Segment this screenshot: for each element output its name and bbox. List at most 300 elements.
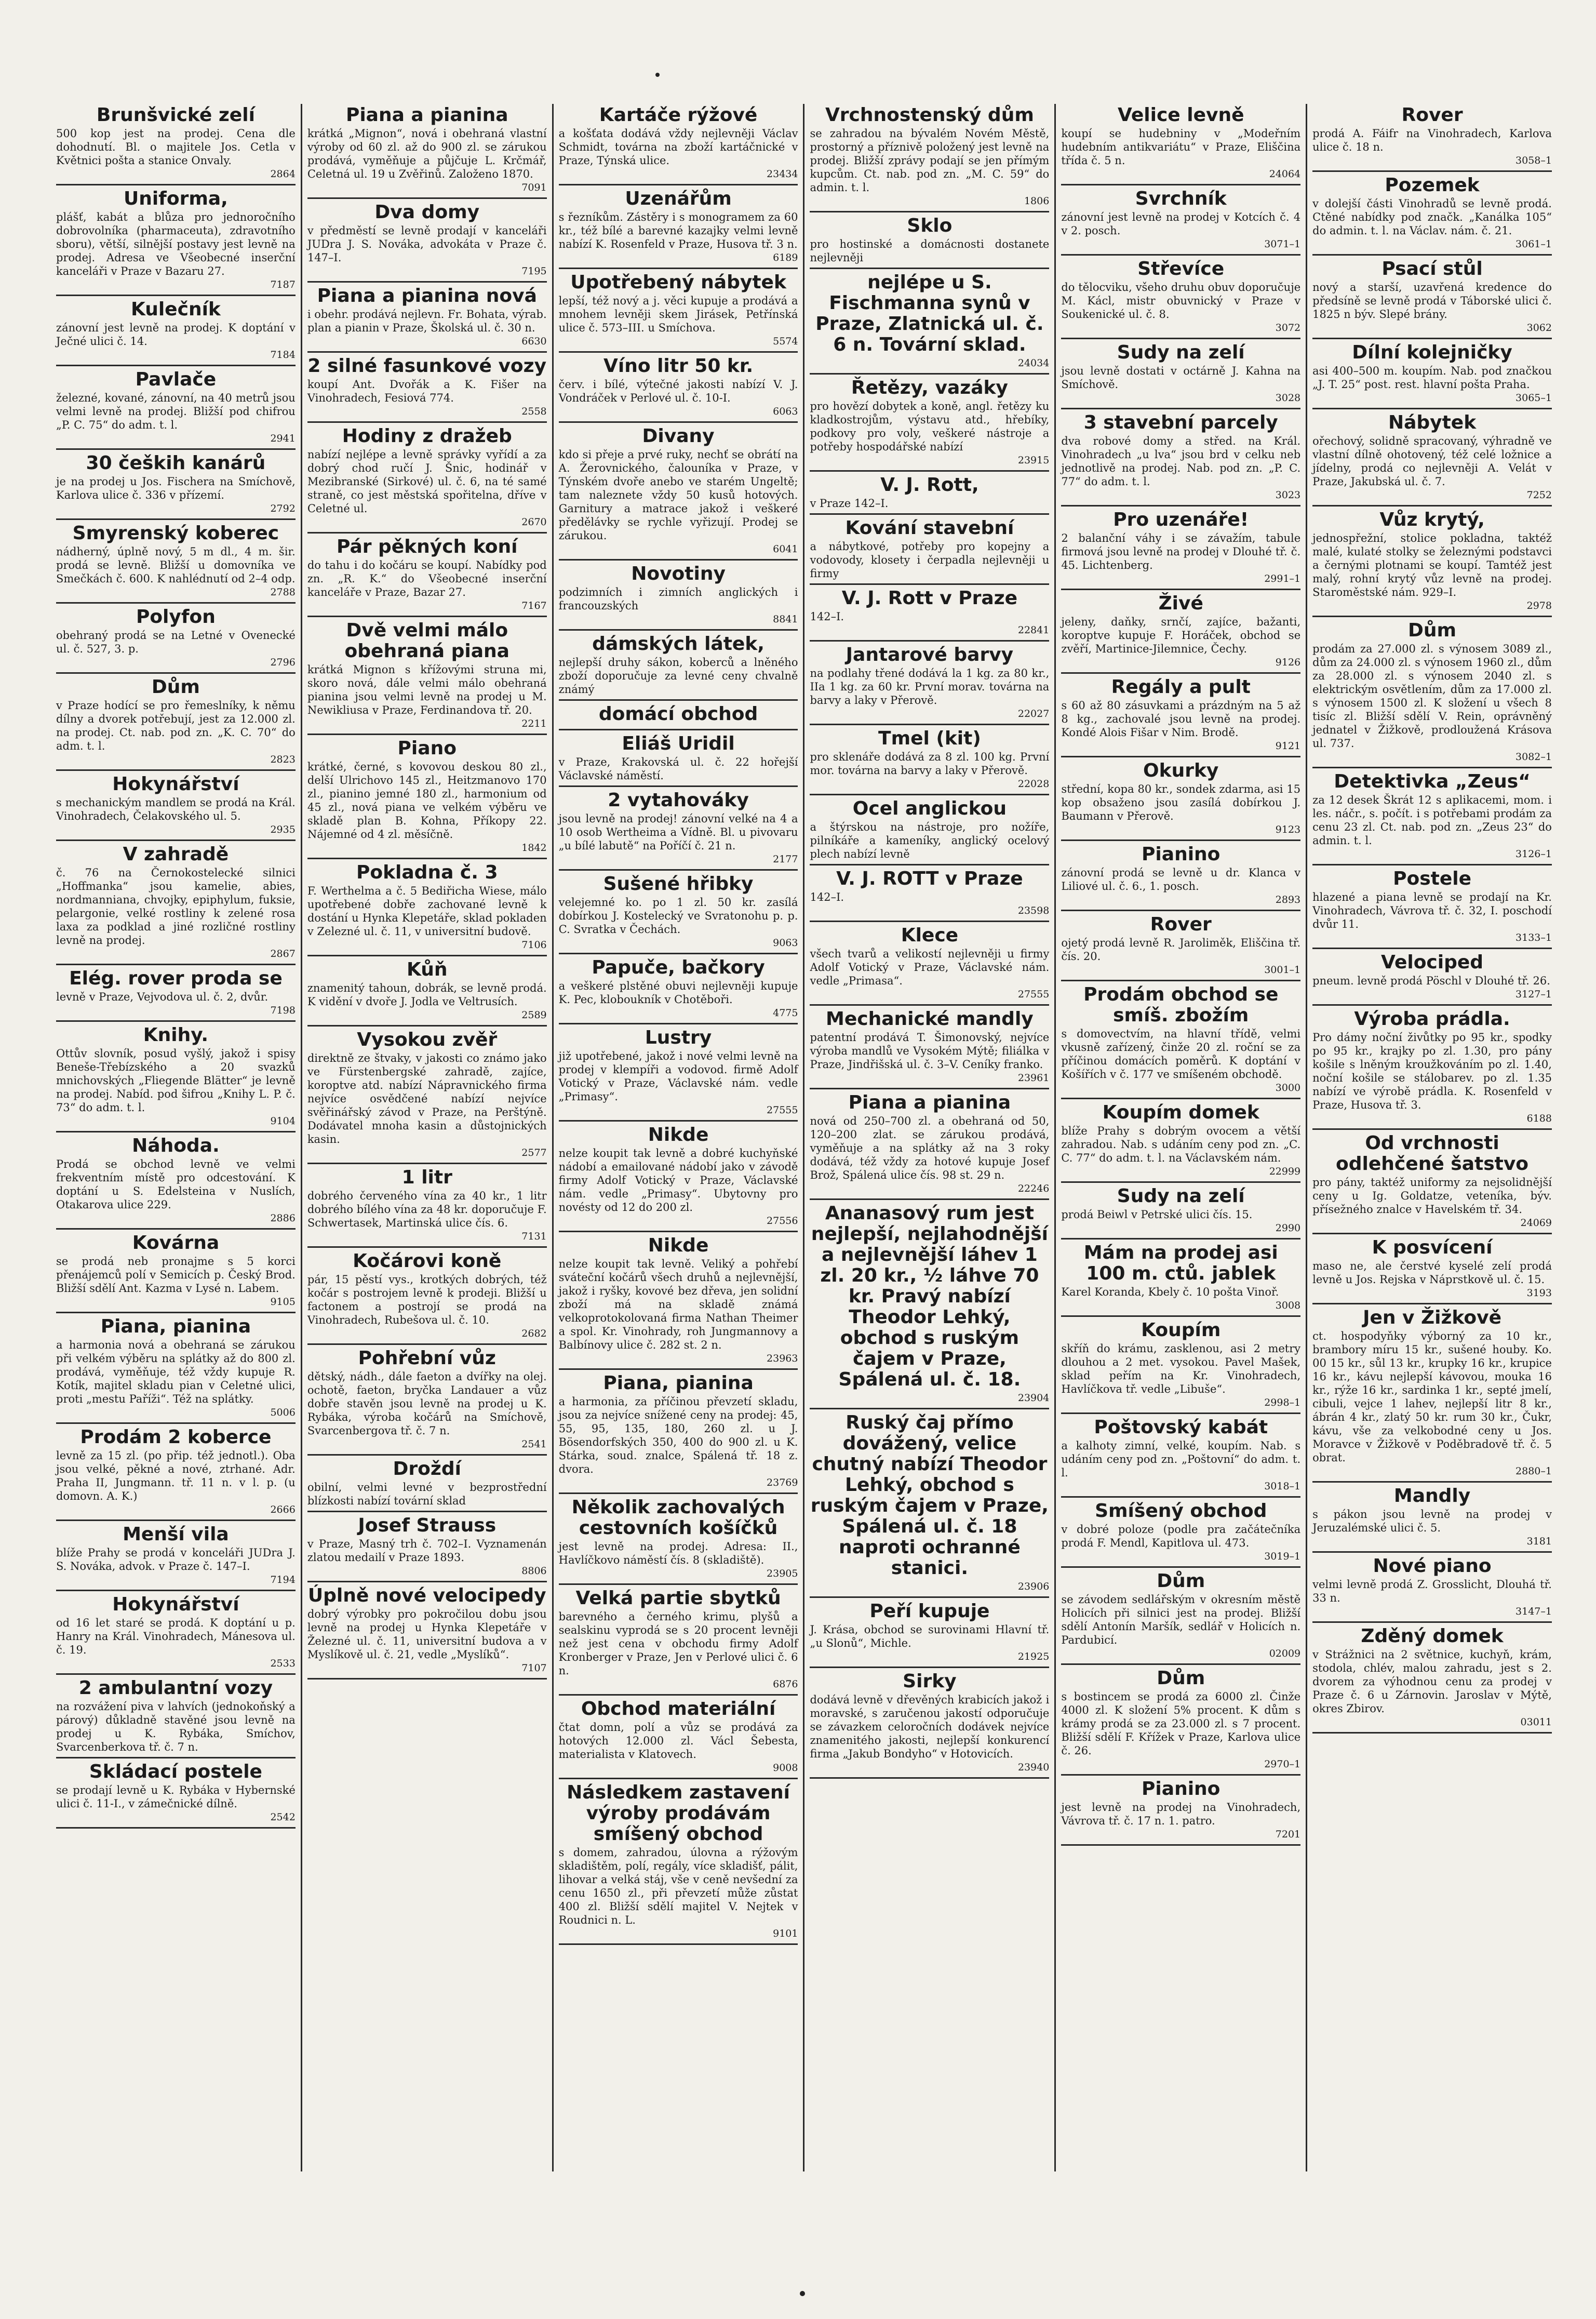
classified-ad [307, 105, 547, 199]
ad-body: J. Krása, obchod se surovinami Hlavní tř. „u Slonů“, Michle. [810, 1623, 1050, 1649]
ad-body: a košťata dodává vždy nejlevněji Václav Schmidt, továrna na zboží kartáčnické v Praze, Týnská ulice. [558, 127, 798, 167]
ad-number: 03011 [1520, 1716, 1552, 1728]
ad-heading: 30 čeških kanárů [86, 452, 266, 474]
print-dot [655, 73, 660, 77]
ad-heading: Postele [1393, 868, 1472, 889]
classified-ad [1061, 1501, 1300, 1568]
ad-heading: Hokynářství [112, 774, 239, 795]
ad-body: barevného a černého krimu, plyšů a sealskinu vyprodá se s 20 procent levněji než jest cena v obchodu firmy Adolf Kronberger v Praze, Jen v Perlové ulici č. 6 n. [558, 1610, 798, 1677]
classified-ad [307, 1348, 547, 1456]
column-4 [804, 104, 1056, 2171]
ad-number: 23940 [1017, 1762, 1050, 1773]
ad-body: dodává levně v dřevěných krabicích jakož i moravské, s zaručenou jakostí odporučuje se závazkem celoročních dodávek nejvíce znamenitého jakosti, nejlepší konkurencí firma „Jakub Bondyho“ v Hotovicích. [810, 1694, 1050, 1760]
ad-number: 2670 [521, 516, 547, 528]
ad-heading: Knihy. [143, 1024, 209, 1046]
classified-ad [810, 1601, 1049, 1668]
classified-ad [307, 1251, 547, 1345]
ad-heading: Jantarové barvy [846, 644, 1014, 665]
ad-body: Pro dámy noční živůtky po 95 kr., spodky po 95 kr., krajky po zl. 1.30, pro pány košile s lněným kroužkováním po zl. 1.40, noční košile se stálobarev. po zl. 1.35 nabízí ve výrobě prádla. K. Rosenfeld v Praze, Husova tř. 3. [1312, 1031, 1552, 1111]
classified-ad [810, 518, 1049, 585]
ad-number: 1806 [1024, 195, 1050, 207]
ad-body: koupí se hudebniny v „Modeřním hudebním antikvariátu“ v Praze, Eliščina třída č. 5 n. [1061, 127, 1301, 167]
ad-heading: Droždí [393, 1458, 461, 1480]
classified-ad [1061, 1417, 1300, 1498]
classified-ad [559, 105, 798, 185]
ad-body: podzimních i zimních anglických i francouzských [558, 586, 798, 612]
ad-heading: Kůň [406, 959, 448, 980]
classified-ad [1061, 510, 1300, 590]
classified-ad [1312, 1133, 1552, 1234]
ad-heading: Nové piano [1373, 1555, 1492, 1577]
classified-ad [307, 1030, 547, 1164]
ad-body: levně v Praze, Vejvodova ul. č. 2, dvůr. [56, 991, 269, 1003]
ad-body: dětský, nádh., dále faeton a dvířky na olej. ochotě, faeton, bryčka Landauer a vůz dobře stavěn jsou levně na prodej u K. Rybáka, výroba kočárů na Smíchově, Svarcenbergova tř. č. 7 n. [307, 1370, 547, 1437]
ad-body: plášť, kabát a blůza pro jednoročního dobrovolníka (pharmaceuta), zdravotního sboru), větší, silnější postavy jest levně na prodej. Adresa ve Všeobecné inserční kanceláři v Praze v Bazaru 27. [56, 211, 296, 277]
ad-heading: Peří kupuje [869, 1601, 990, 1622]
classified-ad [56, 1594, 296, 1675]
ad-number: 9105 [270, 1296, 296, 1308]
ad-number: 23905 [767, 1568, 798, 1579]
ad-heading: Následkem zastavení výroby prodávám smíšený obchod [567, 1782, 790, 1845]
classified-ad [559, 1588, 798, 1696]
ad-body: v dolejší části Vinohradů se levně prodá. Ctěné nabídky pod značk. „Kanálka 105“ do admin. t. l. na Václav. nám. č. 21. [1312, 197, 1552, 237]
ad-body: blíže Prahy se prodá v konceláři JUDra J. S. Nováka, advok. v Praze č. 147–I. [56, 1547, 296, 1572]
ad-heading: Polyfon [136, 606, 216, 628]
ad-heading: Živé [1158, 593, 1203, 614]
classified-ad [1061, 984, 1300, 1099]
ad-number: 2577 [521, 1147, 547, 1158]
ad-number: 2558 [521, 406, 547, 417]
ad-body: i obehr. prodává nejlevn. Fr. Bohata, výrab. plan a pianin v Praze, Školská ul. č. 30 n. [307, 308, 547, 334]
ad-heading: Divany [642, 425, 715, 447]
ad-number: 2796 [270, 657, 296, 668]
ad-heading: 1 litr [401, 1167, 452, 1188]
classified-ad [307, 620, 547, 735]
ad-heading: Mám na prodej asi 100 m. ctů. jablek [1083, 1242, 1278, 1284]
classified-ad [559, 634, 798, 701]
ad-heading: Střevíce [1137, 258, 1225, 279]
classified-ad [559, 790, 798, 871]
ad-heading: Regály a pult [1111, 676, 1251, 698]
ad-heading: Zděný domek [1361, 1625, 1504, 1647]
ad-heading: Rover [1150, 914, 1212, 935]
ad-body: jsou levně na prodej! zánovní velké na 4 a 10 osob Wertheima a Vídně. Bl. u pivovaru „u bílé labutě“ na Poříčí č. 21 n. [558, 812, 798, 852]
classified-ad [56, 1136, 296, 1230]
ad-body: s mechanickým mandlem se prodá na Král. Vinohradech, Čelakovského ul. 5. [56, 796, 296, 822]
classified-ad [810, 378, 1049, 472]
ad-body: pro hostinské a domácnosti dostanete nejlevněji [810, 238, 1050, 264]
ad-body: pár, 15 pěstí vys., krotkých dobrých, též kočár s postrojem levně k prodeji. Bližší u factonem a postrojí se prodá na Vinohradech, Rubešova ul. č. 10. [307, 1273, 547, 1326]
ad-heading: Kování stavební [845, 517, 1014, 539]
ad-heading: Skládací postele [89, 1761, 262, 1782]
classified-ad [56, 1427, 296, 1521]
ad-number: 2177 [773, 854, 798, 865]
ad-number: 3072 [1275, 322, 1301, 334]
ad-body: s domem, zahradou, úlovna a rýžovým skladištěm, polí, regály, více skladišť, pálit, lihovar a velká stáj, vše v ceně nevšední za cenu 1650 zl., při převzetí může zůstat 400 zl. Bližší sdělí majitel V. Nejtek v Roudnici n. L. [558, 1846, 798, 1926]
classified-ad [1061, 1668, 1300, 1776]
ad-number: 9123 [1275, 824, 1301, 835]
ad-body: velejemné ko. po 1 zl. 50 kr. zasílá dobírkou J. Kostelecký ve Svratonohu p. p. C. Svratka v Čechách. [558, 896, 798, 936]
classified-ad [1061, 105, 1300, 185]
classified-ad [56, 1316, 296, 1424]
ad-heading: Výroba prádla. [1354, 1008, 1510, 1030]
ad-number: 9121 [1275, 740, 1301, 752]
ad-body: v Praze, Krakovská ul. č. 22 hořejší Václavské náměstí. [558, 756, 798, 782]
ad-body: železné, kované, zánovní, na 40 metrů jsou velmi levně na prodej. Bližší pod chifrou „P. C. 75“ do adm. t. l. [56, 392, 296, 431]
ad-number: 7131 [521, 1231, 547, 1242]
ad-body: lepší, též nový a j. věci kupuje a prodává a mnohem levněji skem Jirásek, Petřínská ulice č. 573–III. u Smíchova. [558, 295, 798, 334]
column-6 [1307, 104, 1557, 2171]
ad-number: 23769 [767, 1477, 798, 1488]
classified-ad [810, 216, 1049, 269]
classified-ad [56, 1524, 296, 1591]
classified-ad [559, 957, 798, 1024]
ad-body: jeleny, daňky, srnčí, zajíce, bažanti, koroptve kupuje F. Horáček, obchod se zvěří, Martinice-Jilemnice, Čechy. [1061, 616, 1301, 655]
ad-body: dva robové domy a střed. na Král. Vinohradech „u lva“ jsou brd v celku neb jednotlivě na prodej. Nab. pod zn. „P. C. 77“ do adm. t. l. [1061, 435, 1301, 488]
classified-ad [1312, 952, 1552, 1006]
ad-heading: Uniforma, [123, 188, 228, 209]
classified-ad [1061, 1320, 1300, 1414]
ad-number: 02009 [1269, 1648, 1301, 1659]
ad-number: 3126–1 [1515, 848, 1552, 860]
ad-heading: Psací stůl [1382, 258, 1483, 279]
ad-number: 27555 [1017, 989, 1050, 1000]
classified-ad [559, 1373, 798, 1494]
column-2 [302, 104, 554, 2171]
ad-number: 7184 [270, 349, 296, 361]
ad-body: ojetý prodá levně R. Jaroliměk, Eliščina tř. čís. 20. [1061, 937, 1301, 963]
ad-heading: Novotiny [631, 563, 726, 584]
classified-ad [1061, 412, 1300, 507]
ad-number: 2990 [1275, 1222, 1301, 1234]
ad-body: pro sklenáře dodává za 8 zl. 100 kg. První mor. továrna na barvy a laky v Přerově. [810, 751, 1050, 777]
ad-heading: V. J. Rott v Praze [841, 588, 1018, 609]
ad-number: 2533 [270, 1658, 296, 1669]
ad-number: 2998–1 [1264, 1397, 1301, 1408]
ad-heading: 2 silné fasunkové vozy [307, 355, 547, 377]
classified-ad [810, 645, 1049, 725]
classified-ad [810, 1412, 1049, 1598]
ad-body: s pákon jsou levně na prodej v Jeruzalémské ulici č. 5. [1312, 1508, 1552, 1534]
ad-number: 3000 [1275, 1082, 1301, 1094]
classified-ad [307, 286, 547, 353]
ad-heading: Dílní kolejničky [1352, 342, 1512, 363]
ad-number: 2542 [270, 1811, 296, 1823]
ad-body: nový a starší, uzavřená kredence do předsíně se levně prodá v Táborské ulici č. 1825 n býv. Slepé brány. [1312, 281, 1552, 321]
ad-heading: Upotřebený nábytek [570, 272, 786, 293]
classified-ad [1312, 1626, 1552, 1734]
ad-heading: Od vrchnosti odlehčené šatstvo [1336, 1132, 1529, 1175]
ad-number: 4775 [773, 1007, 798, 1019]
ad-heading: Piana a pianina [848, 1092, 1011, 1113]
ad-number: 2867 [270, 948, 296, 959]
ad-number: 9101 [773, 1928, 798, 1939]
ad-number: 22027 [1017, 708, 1050, 719]
ad-number: 2682 [521, 1328, 547, 1339]
ad-number: 27556 [767, 1215, 798, 1227]
classified-ad [1061, 844, 1300, 911]
classified-ad [56, 105, 296, 185]
ad-number: 2211 [521, 718, 547, 729]
classified-ad [56, 844, 296, 965]
ad-number: 5574 [773, 336, 798, 347]
classified-ad [1312, 175, 1552, 256]
ad-number: 3001–1 [1264, 964, 1301, 976]
ad-body: se závodem sedlářským v okresním městě Holicích při silnici jest na prodej. Bližší sdělí Antonín Maršík, sedlář v Holicích n. Pardubicí. [1061, 1593, 1301, 1646]
ad-heading: Dům [1157, 1668, 1205, 1689]
ad-body: krátké, černé, s kovovou deskou 80 zl., delší Ulrichovo 145 zl., Heitzmanovo 170 zl., pianino jemné 180 zl., harmonium od 45 zl., nová piana ve velkém výběru ve skladě plan B. Kohna, Příkopy 22. Nájemné od 4 zl. měsíčně. [307, 761, 547, 841]
ad-body: velmi levně prodá Z. Grosslicht, Dlouhá tř. 33 n. [1312, 1578, 1552, 1604]
ad-heading: Mandly [1393, 1485, 1471, 1507]
ad-heading: dámských látek, [592, 633, 765, 655]
classified-ad [1061, 1186, 1300, 1240]
ad-number: 3147–1 [1515, 1606, 1552, 1617]
classified-ad [1061, 914, 1300, 981]
ad-heading: Hokynářství [112, 1594, 239, 1615]
classified-ad [1312, 510, 1552, 617]
ad-number: 3008 [1275, 1300, 1301, 1311]
ad-body: jednospřežní, stolice pokladna, taktéž malé, kulaté stolky se železnými podstavci a černými plotnami se koupí. Tamtéž jest malý, rohní krytý vůz levně na prodej. Staroměstské nám. 929–I. [1312, 532, 1552, 598]
classified-ad [559, 1782, 798, 1945]
ad-heading: Ruský čaj přímo dovážený, velice chutný nabízí Theodor Lehký, obchod s ruským čajem v Praze, Spálená ul. č. 18 naproti ochranné stanici. [810, 1412, 1049, 1579]
ad-heading: Jen v Žižkově [1363, 1307, 1502, 1328]
ad-number: 23961 [1017, 1072, 1050, 1084]
ad-heading: Nábytek [1388, 412, 1477, 433]
ad-number: 3023 [1275, 489, 1301, 501]
ad-number: 22246 [1017, 1183, 1050, 1194]
ad-number: 2823 [270, 754, 296, 765]
ad-number: 6041 [773, 543, 798, 555]
classified-ad [56, 677, 296, 771]
classified-ad [56, 299, 296, 366]
ad-body: nabízí nejlépe a levně správky vyřídí a za dobrý chod ručí J. Šnic, hodinář v Mezibranské (Sirkové) ul. č. 6, na té samé straně, co jest městská spořitelna, dříve v Celetné ul. [307, 448, 547, 515]
ad-heading: Sirky [903, 1671, 957, 1692]
classified-ad [810, 728, 1049, 795]
classified-ad [810, 1009, 1049, 1089]
ad-number: 3193 [1526, 1287, 1552, 1299]
ad-number: 23906 [1017, 1581, 1050, 1592]
ad-body: 2 balanční váhy i se závažím, tabule firmová jsou levně na prodej v Dlouhé tř. č. 45. Lichtenberg. [1061, 532, 1301, 571]
classified-ad [1061, 677, 1300, 757]
ad-heading: Náhoda. [132, 1135, 220, 1156]
ad-number: 2788 [270, 587, 296, 598]
ad-number: 7252 [1526, 489, 1552, 501]
classified-ad [1312, 259, 1552, 339]
ad-body: skříň do krámu, zasklenou, asi 2 metry dlouhou a 2 met. vysokou. Pavel Mašek, sklad peřím na Kr. Vinohradech, Havlíčkova tř. vedle „Libuše“. [1061, 1342, 1301, 1395]
ad-number: 2886 [270, 1212, 296, 1224]
ad-heading: Pár pěkných koní [337, 536, 518, 557]
ad-body: střední, kopa 80 kr., sondek zdarma, asi 15 kop obsaženo jsou zasílá dobírkou J. Baumann v Přerově. [1061, 783, 1301, 822]
ad-heading: Pavlače [135, 369, 217, 390]
ad-number: 3133–1 [1515, 932, 1552, 943]
ad-number: 9008 [773, 1762, 798, 1774]
ad-heading: Piana, pianina [603, 1372, 754, 1394]
classified-ad [1061, 259, 1300, 339]
classified-ad [810, 1092, 1049, 1200]
ad-body: do tělocviku, všeho druhu obuv doporučuje M. Kácl, mistr obuvnický v Praze v Soukenické ul. č. 8. [1061, 281, 1301, 321]
ad-number: 3181 [1526, 1536, 1552, 1547]
ad-body: koupí Ant. Dvořák a K. Fišer na Vinohradech, Fesiová 774. [307, 378, 547, 404]
ad-body: nejlepší druhy sákon, koberců a lněného zboží doporučuje za levné ceny chvalně známý [558, 656, 798, 696]
ad-body: s 60 až 80 zásuvkami a prázdným na 5 až 8 kg., zachovalé jsou levně na prodej. Kondé Alois Fišar v Nim. Brodě. [1061, 699, 1301, 739]
ad-number: 2970–1 [1264, 1758, 1301, 1770]
ad-body: dobrý výrobky pro pokročilou dobu jsou levně na prodej u Hynka Klepetáře v Železné ul. č. 11, universitní budova a v Myslíkově ul. č. 21, vedle „Myslíků“. [307, 1608, 547, 1661]
ad-body: znamenitý tahoun, dobrák, se levně prodá. K vidění v dvoře J. Jodla ve Veltrusích. [307, 982, 547, 1008]
ad-number: 24069 [1520, 1217, 1552, 1229]
ad-heading: Pianino [1142, 844, 1221, 865]
ad-body: do tahu i do kočáru se koupí. Nabídky pod zn. „R. K.“ do Všeobecné inserční kanceláře v Praze, Bazar 27. [307, 559, 547, 598]
ad-body: nelze koupit tak levně. Veliký a pohřebí sváteční kočárů všech druhů a nejlevnější, jakož i ryšky, kovové bez dřeva, jen solidní zboží má na skladě známá velkoprotokolovaná firma Nathan Theimer a spol. Kr. Vinohrady, roh Jungmannovy a Balbínovy ulice č. 282 st. 2 n. [558, 1258, 798, 1351]
classified-ad [559, 1125, 798, 1232]
ad-heading: Mechanické mandly [826, 1008, 1034, 1030]
ad-number: 7194 [270, 1574, 296, 1585]
ad-heading: Sudy na zelí [1117, 1185, 1245, 1207]
ad-heading: domácí obchod [598, 703, 758, 725]
ad-heading: K posvícení [1372, 1237, 1493, 1258]
ad-heading: Kočárovi koně [353, 1250, 502, 1272]
classified-ad [559, 1028, 798, 1122]
classified-ad [559, 1235, 798, 1370]
ad-body: a veškeré plstěné obuvi nejlevněji kupuje K. Pec, kloboukník v Chotěboři. [558, 980, 798, 1006]
ad-body: jest levně na prodej na Vinohradech, Vávrova tř. č. 17 n. 1. patro. [1061, 1801, 1301, 1827]
classified-ad [56, 1762, 296, 1829]
ad-number: 23963 [767, 1353, 798, 1364]
ad-heading: Velociped [1381, 952, 1484, 973]
ad-body: v dobré poloze (podle pra začátečníka prodá F. Mendl, Kapitlova ul. 473. [1061, 1523, 1301, 1549]
ad-number: 6630 [521, 336, 547, 347]
classified-ad [307, 202, 547, 283]
ad-number: 22999 [1269, 1166, 1301, 1177]
ad-body: Prodá se obchod levně ve velmi frekventním místě pro odcestování. K doptání u S. Edelsteina v Nuslích, Otakarova ulice 229. [56, 1158, 296, 1211]
ad-number: 5006 [270, 1407, 296, 1418]
classified-ad [559, 564, 798, 631]
ad-number: 7107 [521, 1662, 547, 1674]
ad-number: 27555 [767, 1104, 798, 1116]
classified-ad [810, 869, 1049, 922]
ad-body: 500 kop jest na prodej. Cena dle dohodnutí. Bl. o majitele Jos. Cetla v Květnici pošta a stanice Onvaly. [56, 127, 296, 167]
ad-body: pro hovězí dobytek a koně, angl. řetězy ku kladkostrojům, výstavu atd., hřebíky, podkovy pro voly, veškeré nástroje a potřeby hospodářské nabízí [810, 400, 1050, 453]
ad-heading: Několik zachovalých cestovních košíčků [571, 1497, 785, 1539]
ad-body: hlazené a piana levně se prodají na Kr. Vinohradech, Vávrova tř. č. 32, I. poschodí dvůr 11. [1312, 891, 1552, 930]
ad-heading: Menší vila [123, 1524, 229, 1545]
ad-body: zánovní jest levně na prodej v Kotcích č. 4 v 2. posch. [1061, 211, 1301, 237]
classified-ad [1312, 105, 1552, 172]
classified-ad [1312, 412, 1552, 507]
ad-heading: V. J. Rott, [880, 474, 979, 496]
ad-heading: Lustry [645, 1027, 712, 1048]
ad-heading: Nikde [648, 1124, 709, 1145]
ad-heading: Piana, pianina [100, 1316, 251, 1337]
ad-body: levně za 15 zl. (po přip. též jednotl.). Oba jsou velké, pěkné a nové, ztrhané. Adr. Praha II, Jungmann. tř. 11 n. v l. p. (u domovn. A. K.) [56, 1449, 296, 1502]
ad-number: 23915 [1017, 455, 1050, 466]
classified-ad [1312, 1486, 1552, 1553]
ad-body: krátká Mignon s křížovými struna mi, skoro nová, dále velmi málo obehraná pianina jsou velmi levně na prodej u M. Newikliusa v Praze, Ferdinandova tř. 20. [307, 663, 547, 716]
classified-ad [810, 798, 1049, 865]
ad-heading: Prodám 2 koberce [80, 1427, 272, 1448]
classified-ad [307, 1459, 547, 1512]
ad-heading: Eliáš Uridil [622, 733, 735, 754]
ad-body: a harmonia, za příčinou převzetí skladu, jsou za nejvíce snížené ceny na prodej: 45, 55, 95, 135, 180, 260 zl. u J. Bösendorfských 350, 400 do 900 zl. u K. Stárka, soud. znalce, Spálená tř. 18 z. dvora. [558, 1395, 798, 1475]
classified-ad [1061, 1243, 1300, 1317]
ad-body: v Praze hodící se pro řemeslníky, k němu dílny a dvorek potřebují, jest za 12.000 zl. na prodej. Ct. nab. pod zn. „K. C. 70“ do adm. t. l. [56, 699, 296, 752]
ad-body: a štýrskou na nástroje, pro nožíře, pilníkáře a kameníky, anglický ocelový plech nabízí levně [810, 821, 1050, 860]
ad-heading: Smíšený obchod [1095, 1500, 1267, 1522]
ad-number: 7195 [521, 265, 547, 277]
ad-heading: Josef Strauss [358, 1515, 497, 1536]
ad-body: na rozvážení piva v lahvích (jednokoňský a párový) důkladně stavěné jsou levně na prodej u K. Rybáka, Smíchov, Svarcenberkova tř. č. 7 n. [56, 1700, 296, 1753]
ad-body: se zahradou na bývalém Novém Městě, prostorný a příznivě položený jest levně na prodej. Bližší zprávy podají se jen přímým kupcům. Ct. nab. pod zn. „M. C. 59“ do admin. t. l. [810, 127, 1050, 194]
classified-ad [307, 738, 547, 859]
ad-body: od 16 let staré se prodá. K doptání u p. Hanry na Král. Vinohradech, Mánesova ul. č. 19. [56, 1617, 296, 1656]
ad-heading: Dům [1157, 1570, 1205, 1592]
ad-body: zánovní prodá se levně u dr. Klanca v Liliové ul. č. 6., 1. posch. [1061, 867, 1301, 892]
ad-heading: Dům [1408, 620, 1457, 641]
ad-body: Ottův slovník, posud vyšlý, jakož i spisy Beneše-Třebízského a 20 svazků mnichovských „Fliegende Blätter“ je levně na prodej. Nabíd. pod šifrou „Knihy L. P. č. 73“ do adm. t. l. [56, 1047, 296, 1114]
ad-heading: Elég. rover proda se [69, 968, 283, 989]
ad-heading: Ocel anglickou [852, 798, 1007, 819]
ad-body: již upotřebené, jakož i nové velmi levně na prodej v klempíři a vodovod. firmě Adolf Votický v Praze, Václavské nám. vedle „Primasy“. [558, 1050, 798, 1103]
ad-number: 7187 [270, 279, 296, 290]
ad-body: č. 76 na Černokostelecké silnici „Hoffmanka“ jsou kamelie, abies, nordmanniana, chvojky, epiphylum, fuksie, pelargonie, velké rostliny k zelené rosa laxa za podklad a jiné rozličné rostliny levně na prodej. [56, 867, 296, 947]
ad-body: zánovní jest levně na prodej. K doptání v Ječné ulici č. 14. [56, 322, 296, 348]
ad-number: 2991–1 [1264, 573, 1301, 584]
classified-ad [1061, 1571, 1300, 1665]
ad-body: je na prodej u Jos. Fischera na Smíchově, Karlova ulice č. 336 v přízemí. [56, 475, 296, 501]
column-1 [51, 104, 302, 2171]
classified-ad [56, 189, 296, 296]
ad-body: direktně ze štvaky, v jakosti co známo jako ve Fürstenbergské zahradě, zajíce, koroptve atd. nabízí Nápravnického firma nejvíce osvědčené nabízí nejvíce svěřinářský závod v Praze, na Perštýně. Dodávatel mnoha kasin a důstojnických kasin. [307, 1052, 547, 1145]
ad-heading: Tmel (kit) [878, 728, 981, 749]
classified-ad [56, 1678, 296, 1758]
classified-ad [559, 272, 798, 353]
ad-heading: Koupím domek [1102, 1102, 1259, 1123]
ad-body: v Praze 142–I. [810, 497, 889, 510]
ad-number: 6063 [773, 406, 798, 417]
ad-body: ct. hospodyňky výborný za 10 kr., brambory míru 15 kr., sušené houby. Ko. 00 15 kr., sůl 13 kr., krupky 16 kr., krupice 16 kr., kávu nejlepší kávovou, mouka 16 kr., rýže 16 kr., sardinka 1 kr., septé jmelí, cibuli, vejce 1 lahev, nejlepší litr 8 kr., ábrán 4 kr., zlatý 50 kr. rum 30 kr., Čukr, kávu, vše za velkobodné ceny u Jos. Moravce v Žižkově v Poděbradově tř. č. 5 obrat. [1312, 1330, 1552, 1464]
classified-ad [1312, 771, 1552, 865]
ad-number: 1842 [521, 842, 547, 854]
ad-body: maso ne, ale čerstvé kyselé zelí prodá levně u Jos. Rejska v Náprstkově ul. č. 15. [1312, 1260, 1552, 1286]
ad-heading: Víno litr 50 kr. [603, 355, 754, 377]
ad-number: 3058–1 [1515, 155, 1552, 166]
ad-body: nelze koupit tak levně a dobré kuchyňské nádobí a emailované nádobí jako v závodě firmy Adolf Votický v Praze, Václavské nám. vedle „Primasy“. Ubytovny pro novésty od 12 do 200 zl. [558, 1147, 798, 1214]
column-3 [554, 104, 805, 2171]
ad-heading: Svrchník [1135, 188, 1227, 209]
ad-number: 3127–1 [1515, 989, 1552, 1000]
ad-heading: Kartáče rýžové [599, 104, 758, 126]
classified-ad [559, 1497, 798, 1585]
ad-body: všech tvarů a velikostí nejlevněji u firmy Adolf Votický v Praze, Václavské nám. vedle „Primasa“. [810, 948, 1050, 987]
classified-ad [810, 925, 1049, 1006]
ad-heading: V. J. ROTT v Praze [836, 868, 1023, 889]
ad-number: 3018–1 [1264, 1481, 1301, 1492]
ad-body: jsou levně dostati v octárně J. Kahna na Smíchově. [1061, 365, 1301, 391]
ad-heading: Piana a pianina [345, 104, 508, 126]
classified-ad [1312, 1556, 1552, 1623]
classified-ad [307, 537, 547, 617]
classified-ad [810, 588, 1049, 642]
ad-body: za 12 desek Škrát 12 s aplikacemi, mom. i les. náčr., s. počít. i s potřebami prodám za cenu 23 zl. Ct. nab. pod zn. „Zeus 23“ do admin. t. l. [1312, 794, 1552, 847]
ad-number: 6188 [1526, 1113, 1552, 1124]
ad-body: ořechový, solidně spracovaný, výhradně ve vlastní dílně ohotovený, též celé ložnice a jídelny, prodá co nejlevněji A. Velát v Praze, Jakubská ul. č. 7. [1312, 435, 1552, 488]
classified-ad [307, 1515, 547, 1582]
classified-ad [56, 774, 296, 841]
ad-number: 7091 [521, 182, 547, 193]
ad-number: 3082–1 [1515, 751, 1552, 763]
classified-ad [810, 475, 1049, 515]
ad-number: 3062 [1526, 322, 1552, 334]
column-5 [1056, 104, 1307, 2171]
